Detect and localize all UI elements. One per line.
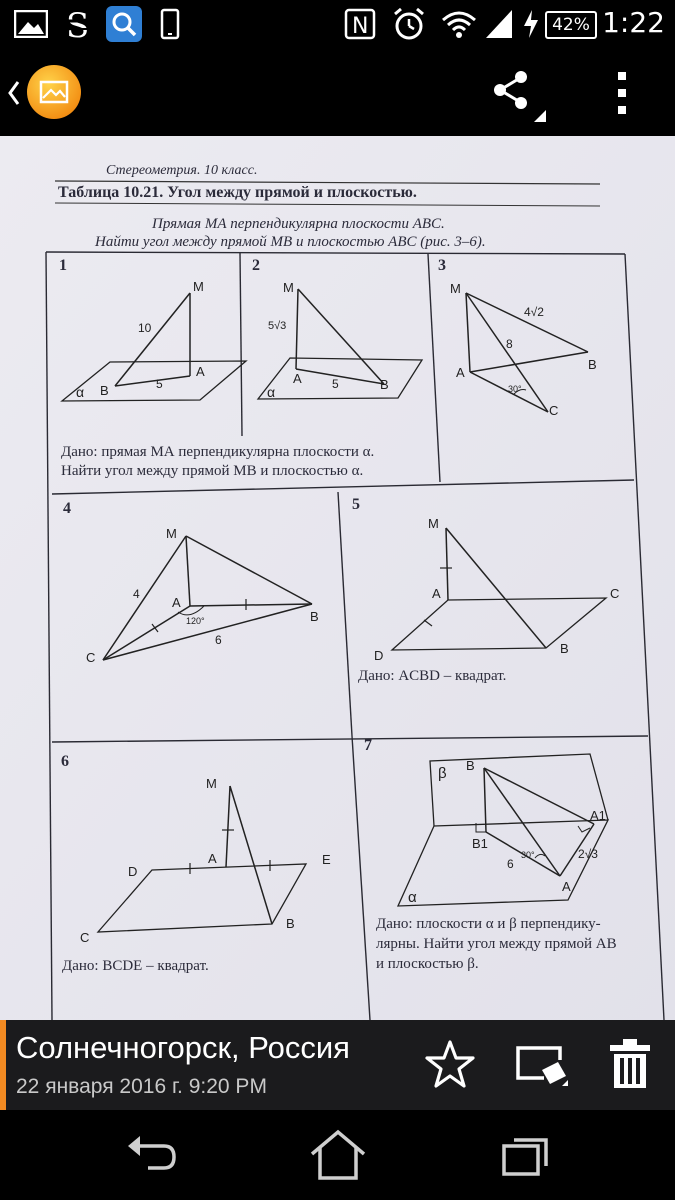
fig7-caption-3: и плоскостью β. [376, 956, 479, 972]
fig5-label-m: M [428, 516, 439, 531]
picture-icon [14, 10, 48, 38]
nfc-icon [344, 8, 376, 40]
gallery-app-icon [26, 64, 82, 120]
cell-number-3: 3 [438, 257, 446, 274]
fig7-label-6: 6 [507, 857, 514, 871]
fig4-label-m: M [166, 526, 177, 541]
textbook-page-photo [0, 136, 675, 1020]
fig1-caption-2: Найти угол между прямой МВ и плоскостью α. [61, 463, 364, 479]
fig5-label-d: D [374, 648, 384, 663]
fig3-label-b: B [588, 357, 597, 372]
delete-button[interactable] [606, 1036, 654, 1092]
fig5-label-a: A [432, 586, 441, 601]
fig7-caption-1: Дано: плоскости α и β перпендику- [376, 916, 601, 932]
fig4-label-120: 120° [186, 616, 205, 626]
svg-text:S: S [66, 8, 90, 42]
fig6-label-d: D [128, 864, 138, 879]
share-button[interactable] [488, 68, 548, 124]
up-navigation-button[interactable] [4, 62, 86, 122]
photo-viewer[interactable] [0, 136, 675, 1020]
fig7-label-a: A [562, 879, 571, 894]
back-icon [120, 1130, 180, 1180]
fig3-label-c: C [549, 403, 559, 418]
fig1-label-a: A [196, 364, 205, 379]
fig1-label-alpha: α [76, 384, 85, 400]
fig1-label-b: B [100, 383, 109, 398]
accent-stripe [0, 1020, 6, 1110]
fig1-caption-1: Дано: прямая МА перпендикулярна плоскости α. [61, 444, 375, 460]
clock: 1:22 [602, 6, 665, 39]
status-bar [0, 0, 675, 50]
navigation-bar [0, 1110, 675, 1200]
fig1-label-10: 10 [138, 321, 152, 335]
favorite-star-icon [422, 1038, 478, 1092]
fig2-label-5sqrt3: 5√3 [268, 320, 287, 332]
fig6-label-m: M [206, 776, 217, 791]
charging-icon [522, 8, 540, 40]
svg-text:N: N [352, 14, 369, 39]
recent-apps-button[interactable] [500, 1132, 552, 1180]
fig5-label-b: B [560, 641, 569, 656]
overflow-menu-button[interactable] [606, 68, 638, 124]
fig4-label-c: C [86, 650, 96, 665]
search-app-icon [106, 6, 142, 42]
fig6-label-b: B [286, 916, 295, 931]
fig2-label-a: A [293, 371, 302, 386]
fig3-label-a: A [456, 365, 465, 380]
fig5-caption: Дано: ACBD – квадрат. [358, 668, 507, 684]
fig2-label-b: B [380, 377, 389, 392]
fig7-label-beta: β [438, 765, 447, 782]
signal-icon [484, 8, 514, 40]
recent-apps-icon [500, 1132, 552, 1180]
cell-number-1: 1 [59, 257, 67, 274]
action-bar [0, 50, 675, 136]
photo-datetime: 22 января 2016 г. 9:20 PM [16, 1075, 267, 1098]
wifi-icon [440, 8, 478, 40]
fig3-label-m: M [450, 281, 461, 296]
cell-number-6: 6 [61, 753, 69, 770]
subtitle-2: Найти угол между прямой MB и плоскостью ABC (рис. 3–6). [95, 234, 486, 250]
fig7-label-2sqrt3: 2√3 [578, 847, 598, 861]
battery-indicator [545, 11, 597, 39]
back-chevron-icon [6, 78, 22, 108]
s-app-icon [60, 8, 96, 42]
fig5-label-c: C [610, 586, 620, 601]
fig6-label-a: A [208, 851, 217, 866]
edit-icon [514, 1042, 570, 1090]
fig4-label-4: 4 [133, 587, 140, 601]
table-title: Таблица 10.21. Угол между прямой и плоскостью. [58, 184, 417, 201]
subtitle-1: Прямая МА перпендикулярна плоскости ABC. [152, 216, 445, 232]
photo-location: Солнечногорск, Россия [16, 1030, 350, 1065]
favorite-button[interactable] [422, 1038, 478, 1092]
home-icon [308, 1128, 368, 1182]
header-subject: Стереометрия. 10 класс. [106, 163, 258, 178]
back-button[interactable] [120, 1130, 180, 1180]
fig4-label-b: B [310, 609, 319, 624]
cell-number-5: 5 [352, 496, 360, 513]
fig6-caption: Дано: BCDE – квадрат. [62, 958, 209, 974]
fig6-label-e: E [322, 852, 331, 867]
phone-outline-icon [160, 8, 180, 40]
fig4-label-a: A [172, 595, 181, 610]
fig7-label-a1: A1 [590, 808, 606, 823]
fig1-label-5: 5 [156, 377, 163, 391]
delete-trash-icon [606, 1036, 654, 1092]
share-icon [488, 68, 548, 124]
fig4-label-6: 6 [215, 633, 222, 647]
edit-button[interactable] [514, 1042, 570, 1090]
fig7-label-b: B [466, 758, 475, 773]
fig2-label-m: M [283, 280, 294, 295]
alarm-icon [392, 6, 426, 42]
fig6-label-c: C [80, 930, 90, 945]
fig7-label-alpha: α [408, 889, 417, 906]
fig2-label-5: 5 [332, 377, 339, 391]
fig1-label-m: M [193, 279, 204, 294]
fig3-label-4sqrt2: 4√2 [524, 305, 544, 319]
fig7-label-b1: B1 [472, 836, 488, 851]
fig3-label-8: 8 [506, 337, 513, 351]
fig7-caption-2: лярны. Найти угол между прямой AB [376, 936, 617, 952]
home-button[interactable] [308, 1128, 368, 1182]
photo-info-bar [0, 1020, 675, 1110]
battery-percent: 42% [552, 15, 590, 35]
fig3-label-30: 30° [508, 384, 522, 394]
fig2-label-alpha: α [267, 384, 276, 400]
fig7-label-30: 30° [521, 850, 535, 860]
more-vert-icon [606, 68, 638, 124]
cell-number-7: 7 [364, 737, 372, 754]
cell-number-2: 2 [252, 257, 260, 274]
cell-number-4: 4 [63, 500, 71, 517]
